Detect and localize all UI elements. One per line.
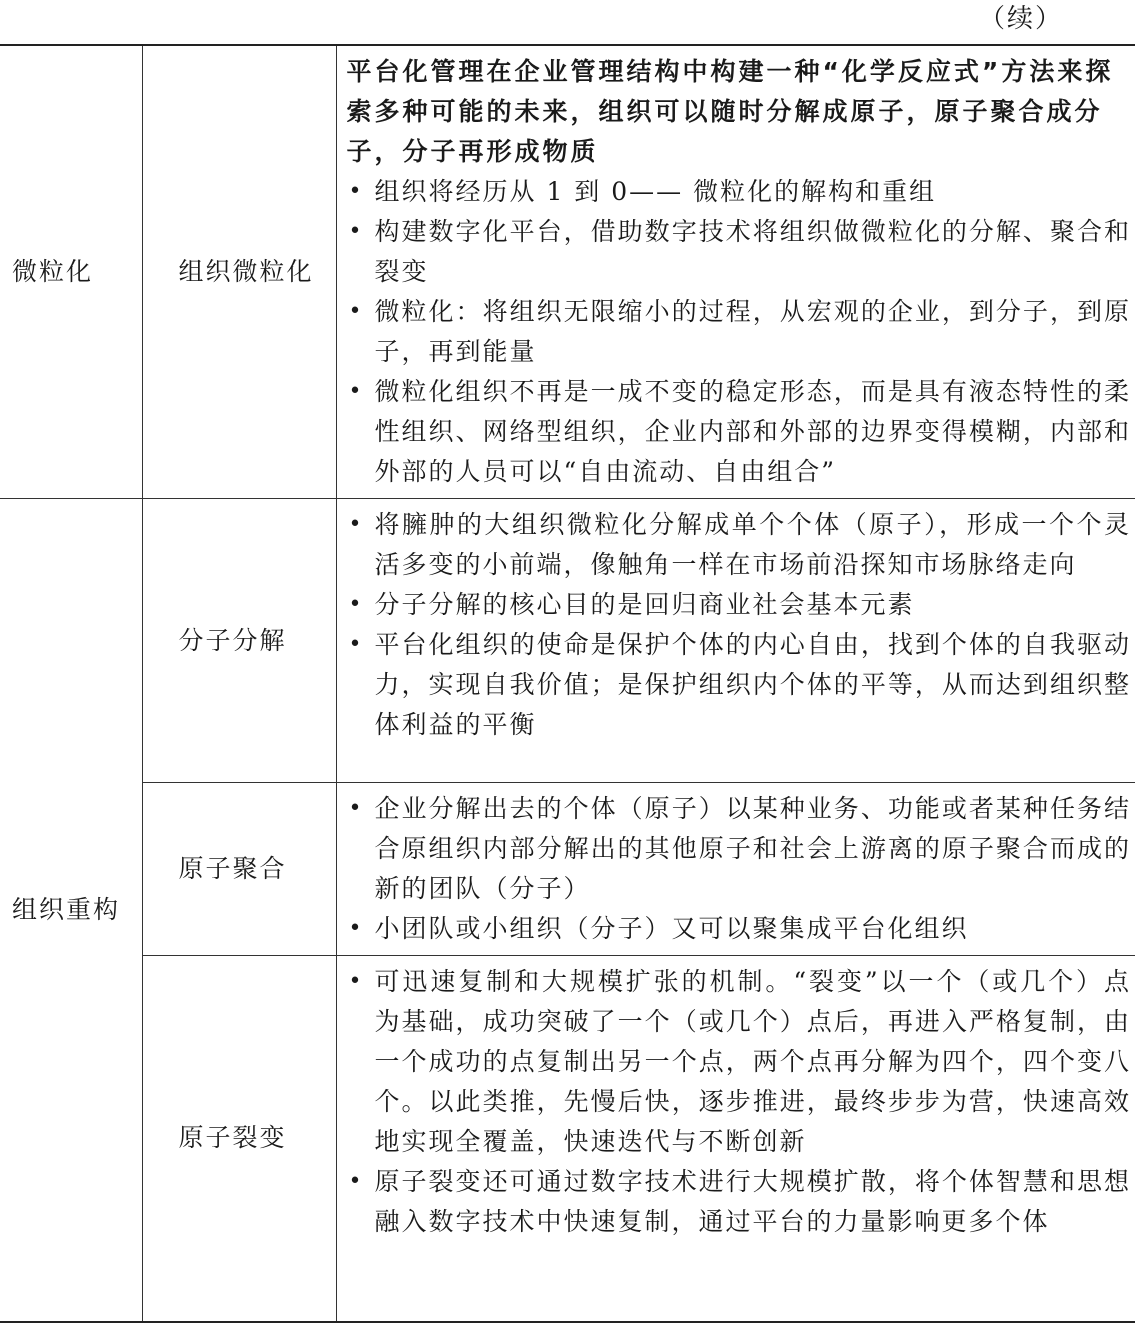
bullet-list [347,789,1132,949]
description-cell [336,783,1135,956]
table-row [0,499,1135,783]
list-item: • 原子裂变还可通过数字技术进行大规模扩散，将个体智慧和思想融入数字技术中快速复制，通过平台的力量影响更多个体 [347,1162,1132,1242]
bullet-list [347,172,1132,492]
list-item: • 分子分解的核心目的是回归商业社会基本元素 [347,585,1132,625]
table-row [0,45,1135,499]
subcategory-cell: 原子聚合 [142,783,336,956]
list-item: • 将臃肿的大组织微粒化分解成单个个体（原子），形成一个个灵活多变的小前端，像触角一样在市场前沿探知市场脉络走向 [347,505,1132,585]
list-item: • 微粒化组织不再是一成不变的稳定形态，而是具有液态特性的柔性组织、网络型组织，企业内部和外部的边界变得模糊，内部和外部的人员可以“自由流动、自由组合” [347,372,1132,492]
continued-label: （续） [978,4,1063,34]
subcategory-cell: 原子裂变 [142,956,336,1322]
list-item: • 小团队或小组织（分子）又可以聚集成平台化组织 [347,909,1132,949]
category-cell: 微粒化 [0,45,142,499]
subcategory-cell: 组织微粒化 [142,45,336,499]
list-item: • 可迅速复制和大规模扩张的机制。“裂变”以一个（或几个）点为基础，成功突破了一个（或几个）点后，再进入严格复制，由一个成功的点复制出另一个点，两个点再分解为四个，四个变八个。以此类推，先慢后快，逐步推进，最终步步为营，快速高效地实现全覆盖，快速迭代与不断创新 [347,962,1132,1162]
bullet-list [347,505,1132,745]
bullet-list [347,962,1132,1242]
table-row [0,783,1135,956]
description-cell [336,45,1135,499]
content-table [0,44,1135,1323]
description-cell [336,499,1135,783]
category-cell: 组织重构 [0,499,142,1322]
lead-paragraph: 平台化管理在企业管理结构中构建一种“化学反应式”方法来探索多种可能的未来，组织可以随时分解成原子，原子聚合成分子，分子再形成物质 [346,57,1114,166]
subcategory-cell: 分子分解 [142,499,336,783]
table-row [0,956,1135,1322]
list-item: • 组织将经历从 1 到 0—— 微粒化的解构和重组 [347,172,1132,212]
description-cell [336,956,1135,1322]
list-item: • 平台化组织的使命是保护个体的内心自由，找到个体的自我驱动力，实现自我价值；是保护组织内个体的平等，从而达到组织整体利益的平衡 [347,625,1132,745]
list-item: • 构建数字化平台，借助数字技术将组织做微粒化的分解、聚合和裂变 [347,212,1132,292]
list-item: • 微粒化：将组织无限缩小的过程，从宏观的企业，到分子，到原子，再到能量 [347,292,1132,372]
list-item: • 企业分解出去的个体（原子）以某种业务、功能或者某种任务结合原组织内部分解出的其他原子和社会上游离的原子聚合而成的新的团队（分子） [347,789,1132,909]
